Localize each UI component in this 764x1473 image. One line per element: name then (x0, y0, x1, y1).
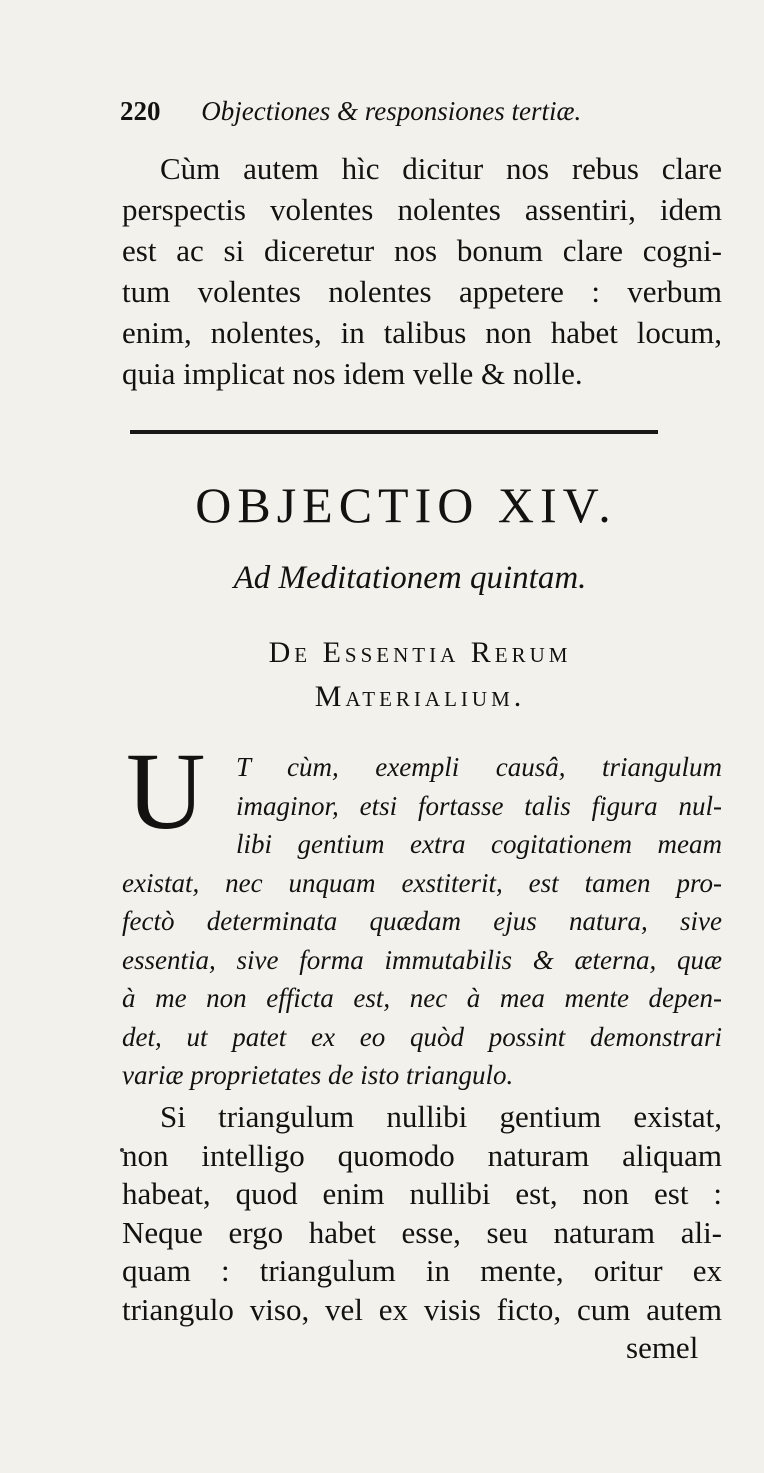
running-title: Objectiones & responsiones tertiæ. (201, 96, 582, 126)
catchword: semel (626, 1330, 699, 1365)
text-line: existat, nec unquam exstiterit, est tamen pro- (122, 867, 722, 898)
text-line: triangulo viso, vel ex visis ficto, cum autem (122, 1291, 722, 1327)
subtitle: Ad Meditationem quintam. (233, 560, 587, 596)
paragraph-2 (122, 748, 722, 1095)
section-title-line-2: Materialium. (314, 680, 526, 713)
text-line: enim, nolentes, in talibus non habet locum, (122, 315, 722, 350)
text-line: Cùm autem hìc dicitur nos rebus clare (160, 151, 722, 186)
text-line: fectò determinata quædam ejus natura, sive (122, 906, 722, 936)
text-line: variæ proprietates de isto triangulo. (122, 1060, 514, 1090)
text-line: Neque ergo habet esse, seu naturam ali- (122, 1214, 722, 1250)
text-line: habeat, quod enim nullibi est, non est : (122, 1176, 722, 1211)
text-line: est ac si diceretur nos bonum clare cogni- (122, 233, 722, 268)
text-line: Si triangulum nullibi gentium existat, (160, 1099, 722, 1134)
page-number: 220 (120, 96, 161, 126)
drop-cap: U (126, 730, 206, 852)
text-line: quia implicat nos idem velle & nolle. (122, 356, 583, 391)
text-line: non intelligo quomodo naturam aliquam (122, 1137, 722, 1173)
page-header (120, 96, 680, 127)
paragraph-3 (122, 1098, 722, 1329)
text-line: T cùm, exempli causâ, triangulum (236, 752, 722, 782)
text-line: quam : triangulum in mente, oritur ex (122, 1253, 722, 1288)
text-line: perspectis volentes nolentes assentiri, idem (122, 192, 722, 227)
section-rule (130, 430, 658, 434)
text-line: essentia, sive forma immutabilis & æterna, quæ (122, 944, 722, 975)
text-line: imaginor, etsi fortasse talis figura nul- (236, 790, 722, 821)
text-line: libi gentium extra cogitationem meam (236, 829, 722, 859)
text-line: tum volentes nolentes appetere : verbum (122, 274, 722, 309)
text-line: à me non efficta est, nec à mea mente depen- (122, 983, 722, 1013)
objectio-heading: OBJECTIO XIV. (195, 477, 617, 533)
section-title-line-1: De Essentia Rerum (268, 636, 572, 669)
paragraph-1 (122, 148, 722, 394)
text-line: det, ut patet ex eo quòd possint demonstrari (122, 1021, 722, 1052)
